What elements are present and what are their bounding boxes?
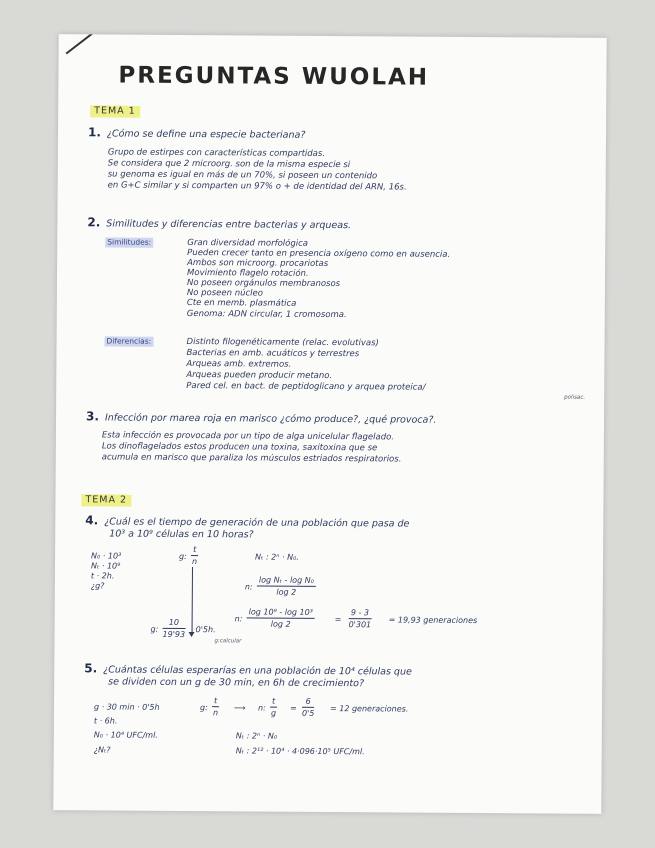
- given-t: t · 2h.: [90, 571, 115, 581]
- g-final-lhs: g:: [150, 624, 159, 634]
- n2-formula-num: log 10⁹ - log 10³: [247, 607, 315, 618]
- similitud-item: Pueden crecer tanto en presencia oxígeno como en ausencia.: [187, 247, 451, 260]
- g-formula-den: n: [192, 557, 198, 567]
- equals-sign: =: [334, 615, 342, 625]
- diferencia-item: Arqueas pueden producir metano.: [186, 369, 333, 382]
- g-final-den: 19'93: [162, 629, 186, 639]
- question-3-number: 3.: [85, 409, 100, 424]
- question-1-text: ¿Cómo se define una especie bacteriana?: [106, 128, 306, 141]
- down-arrow: [192, 567, 193, 633]
- q5-g-den: n: [212, 708, 219, 718]
- q5-n-den: g: [270, 708, 277, 718]
- n3-fraction: [349, 608, 372, 629]
- n2-formula-lhs: n:: [234, 614, 243, 624]
- g-final-fraction: [162, 618, 185, 639]
- diferencia-item: Bacterias en amb. acuáticos y terrestres: [186, 347, 360, 360]
- q5-g-fraction: [212, 696, 219, 717]
- diferencias-label: Diferencias:: [105, 336, 154, 346]
- q1-answer-line: Se considera que 2 microorg. son de la misma especie si: [107, 158, 351, 171]
- q5-g-num: t: [212, 696, 219, 707]
- n2-formula-fraction: [247, 607, 315, 628]
- g-final-note: g:calcular: [214, 638, 242, 645]
- q3-answer-line: Los dinoflagelados estos producen una toxina, saxitoxina que se: [101, 441, 378, 454]
- page-title: PREGUNTAS WUOLAH: [118, 62, 430, 91]
- q5-n-num: t: [270, 697, 277, 708]
- q3-answer-line: Esta infección es provocada por un tipo de alga unicelular flagelado.: [101, 430, 395, 443]
- given-unknown: ¿g?: [90, 581, 105, 591]
- q1-answer-line: Grupo de estirpes con características compartidas.: [107, 147, 326, 159]
- given-unknown: ¿Nₜ?: [93, 745, 111, 755]
- q5-equals: =: [289, 703, 297, 713]
- g-final-num: 10: [163, 618, 186, 629]
- margin-note: polisac.: [564, 394, 586, 401]
- q5-nt-result: Nₜ : 2¹² · 10⁴ · 4·096·10⁵ UFC/ml.: [235, 746, 365, 757]
- question-3: [86, 410, 436, 426]
- question-2-number: 2.: [87, 215, 101, 230]
- question-4-text: ¿Cuál es el tiempo de generación de una población que pasa de: [104, 516, 410, 530]
- q5-nt-formula: Nₜ : 2ⁿ · N₀: [235, 731, 278, 741]
- q1-answer-line: en G+C similar y si comparten un 97% o + de identidad del ARN, 16s.: [107, 180, 407, 193]
- similitudes-label: Similitudes:: [105, 237, 153, 247]
- question-5-text-2: se dividen con un g de 30 min, en 6h de crecimiento?: [108, 676, 365, 690]
- q5-arrow: ⟶: [233, 703, 246, 713]
- diferencia-item: Pared cel. en bact. de peptidoglicano y arquea proteica/: [186, 380, 426, 393]
- question-3-text: Infección por marea roja en marisco ¿cómo produce?, ¿qué provoca?.: [104, 412, 437, 426]
- pen-mark: [66, 34, 94, 54]
- n-formula-num: log Nₜ - log N₀: [257, 575, 316, 586]
- question-1: [88, 126, 305, 142]
- given-t: t · 6h.: [93, 716, 118, 726]
- g-formula-fraction: [191, 545, 198, 566]
- q5-n2-fraction: [302, 697, 315, 718]
- n-formula-den: log 2: [276, 587, 297, 597]
- similitud-item: Genoma: ADN circular, 1 cromosoma.: [186, 308, 347, 321]
- given-nt: Nₜ · 10⁹: [90, 561, 121, 571]
- n-formula-lhs: n:: [244, 582, 253, 592]
- question-5-number: 5.: [84, 661, 98, 676]
- similitud-item: Gran diversidad morfológica: [187, 237, 309, 249]
- q5-n-fraction: [270, 697, 277, 718]
- given-n0: N₀ · 10⁴ UFC/ml.: [93, 730, 158, 740]
- question-2-text: Similitudes y diferencias entre bacterias y arqueas.: [106, 218, 352, 232]
- n3-den: 0'301: [348, 620, 372, 630]
- tema1-label: TEMA 1: [90, 105, 140, 117]
- q5-generations-result: = 12 generaciones.: [329, 704, 409, 714]
- tema2-label: TEMA 2: [81, 494, 131, 506]
- similitud-item: No poseen orgánulos membranosos: [186, 277, 341, 290]
- q1-answer-line: su genoma es igual en más de un 70%, si poseen un contenido: [107, 169, 378, 182]
- q5-g-lhs: g:: [199, 703, 208, 713]
- similitud-item: No poseen núcleo: [186, 287, 264, 299]
- q5-n2-num: 6: [302, 697, 314, 708]
- question-2: [87, 216, 351, 232]
- given-n0: N₀ · 10³: [91, 551, 122, 561]
- generations-result: = 19,93 generaciones: [388, 615, 478, 626]
- diferencia-item: Arqueas amb. extremos.: [186, 358, 292, 370]
- nt-formula: Nₜ : 2ⁿ · N₀.: [255, 552, 299, 562]
- question-4-text-2: 10³ a 10⁹ células en 10 horas?: [109, 528, 254, 541]
- diferencia-item: Distinto filogenéticamente (relac. evolutivas): [186, 336, 379, 349]
- n-formula-fraction: [257, 575, 316, 596]
- question-4-number: 4.: [85, 513, 99, 528]
- notebook-page: [53, 34, 606, 814]
- n3-num: 9 - 3: [349, 608, 372, 619]
- given-g: g · 30 min · 0'5h: [93, 702, 160, 712]
- similitud-item: Movimiento flagelo rotación.: [187, 267, 309, 279]
- g-formula-lhs: g:: [179, 551, 187, 562]
- n2-formula-den: log 2: [270, 619, 291, 629]
- q3-answer-line: acumula en marisco que paraliza los músculos estriados respiratorios.: [101, 452, 402, 465]
- g-final-result: · 0'5h.: [190, 625, 216, 635]
- q5-n2-den: 0'5: [301, 708, 315, 718]
- g-formula-num: t: [191, 545, 198, 556]
- question-1-number: 1.: [87, 125, 102, 140]
- similitud-item: Cte en memb. plasmática: [186, 297, 297, 309]
- q5-n-lhs: n:: [257, 703, 266, 713]
- question-5-text: ¿Cuántas células esperarías en una población de 10⁴ células que: [103, 664, 412, 678]
- similitud-item: Ambos son microorg. procariotas: [187, 257, 329, 269]
